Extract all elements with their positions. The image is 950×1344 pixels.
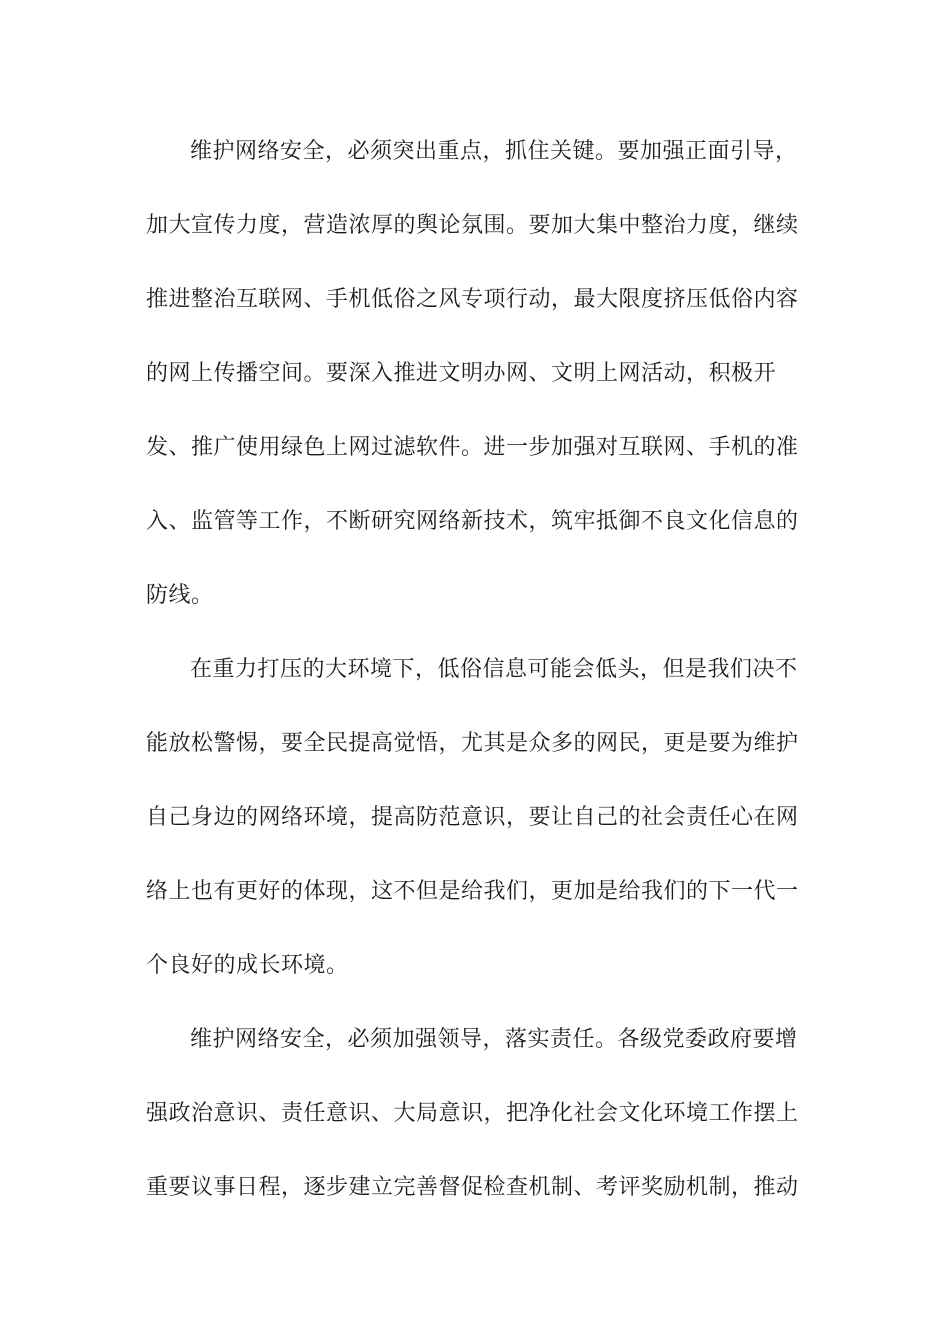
paragraph-1-line-4: 的网上传播空间。要深入推进文明办网、文明上网活动，积极开 (146, 361, 777, 386)
paragraph-1-line-6: 入、监管等工作，不断研究网络新技术，筑牢抵御不良文化信息的 (146, 509, 799, 534)
paragraph-3-line-2: 强政治意识、责任意识、大局意识，把净化社会文化环境工作摆上 (146, 1101, 799, 1126)
paragraph-2-line-1: 在重力打压的大环境下，低俗信息可能会低头，但是我们决不 (190, 657, 798, 682)
paragraph-3-line-1: 维护网络安全，必须加强领导，落实责任。各级党委政府要增 (190, 1027, 798, 1052)
paragraph-1-line-3: 推进整治互联网、手机低俗之风专项行动，最大限度挤压低俗内容 (146, 287, 799, 312)
paragraph-1-line-7: 防线。 (146, 583, 214, 608)
paragraph-2-line-4: 络上也有更好的体现，这不但是给我们，更加是给我们的下一代一 (146, 879, 799, 904)
paragraph-1-line-5: 发、推广使用绿色上网过滤软件。进一步加强对互联网、手机的准 (146, 435, 799, 460)
paragraph-2-line-3: 自己身边的网络环境，提高防范意识，要让自己的社会责任心在网 (146, 805, 799, 830)
paragraph-1-line-1: 维护网络安全，必须突出重点，抓住关键。要加强正面引导， (190, 139, 798, 164)
paragraph-1-line-2: 加大宣传力度，营造浓厚的舆论氛围。要加大集中整治力度，继续 (146, 213, 799, 238)
paragraph-3-line-3: 重要议事日程，逐步建立完善督促检查机制、考评奖励机制，推动 (146, 1175, 799, 1200)
paragraph-2-line-2: 能放松警惕，要全民提高觉悟，尤其是众多的网民，更是要为维护 (146, 731, 799, 756)
paragraph-2-line-5: 个良好的成长环境。 (146, 953, 349, 978)
